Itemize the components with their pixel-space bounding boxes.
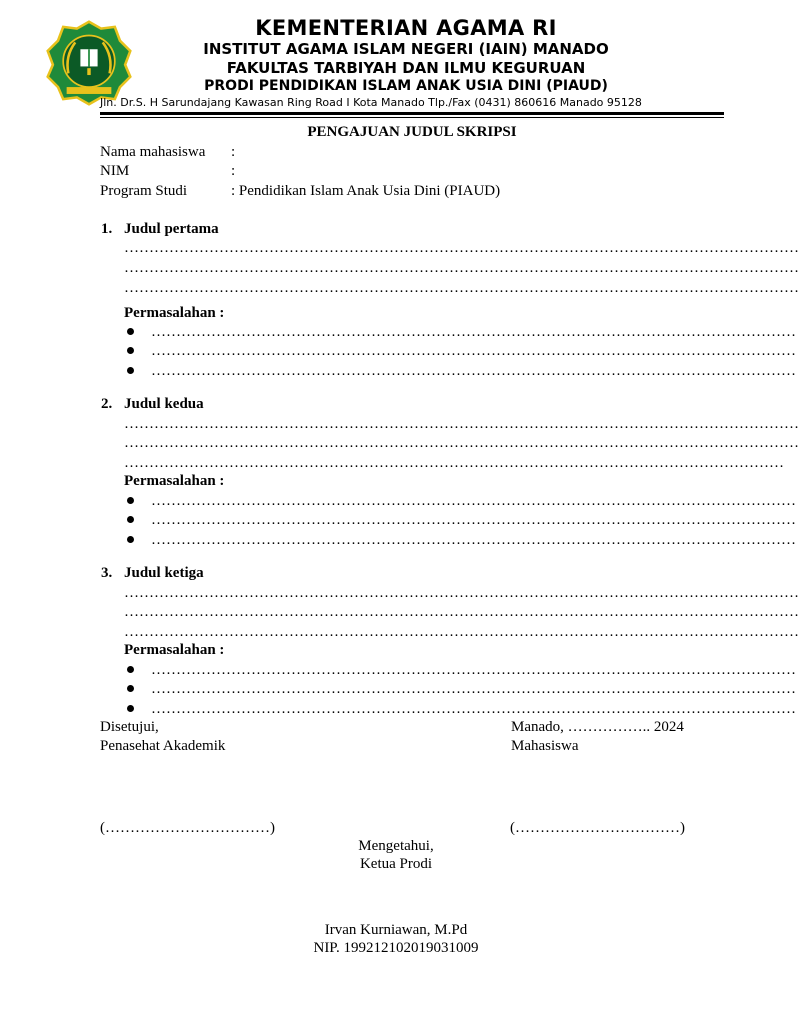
header-divider-thick <box>100 112 724 115</box>
bullet-icon <box>127 516 134 523</box>
field-label-program: Program Studi <box>100 183 188 199</box>
institute-title: INSTITUT AGAMA ISLAM NEGERI (IAIN) MANADO <box>203 40 609 58</box>
section-2-problem: ………………………………………………………………………………………………………………… <box>151 512 796 528</box>
bullet-icon <box>127 666 134 673</box>
faculty-title: FAKULTAS TARBIYAH DAN ILMU KEGURUAN <box>226 59 586 77</box>
advisor-signature-blank: (……………………………) <box>100 820 275 836</box>
bullet-icon <box>127 367 134 374</box>
section-3-problem: ………………………………………………………………………………………………………………… <box>151 701 796 717</box>
place-date: Manado, …………….. 2024 <box>511 719 684 735</box>
section-2-line: ……………………………………………………………………………………………………………………… <box>124 435 799 451</box>
institute-address: Jln. Dr.S. H Sarundajang Kawasan Ring Road I Kota Manado Tlp./Fax (0431) 860616 Manado 95128 <box>100 96 642 109</box>
section-1-problem: ………………………………………………………………………………………………………………… <box>151 363 796 379</box>
section-3-problem: ………………………………………………………………………………………………………………… <box>151 662 796 678</box>
section-1-number: 1. <box>101 221 113 237</box>
field-value-program: : Pendidikan Islam Anak Usia Dini (PIAUD) <box>231 183 501 199</box>
student-label: Mahasiswa <box>511 738 579 754</box>
ministry-title: KEMENTERIAN AGAMA RI <box>255 16 557 40</box>
section-3-title: Judul ketiga <box>124 565 204 581</box>
academic-advisor-label: Penasehat Akademik <box>100 738 226 754</box>
student-signature-blank: (……………………………) <box>510 820 685 836</box>
section-2-line: …………………………………………………………………………………………………………………… <box>124 455 784 471</box>
section-2-problem: ………………………………………………………………………………………………………………… <box>151 493 796 509</box>
iain-manado-logo-icon <box>46 20 132 106</box>
section-3-problem-label: Permasalahan : <box>124 642 225 658</box>
bullet-icon <box>127 685 134 692</box>
field-label-name: Nama mahasiswa <box>100 144 206 160</box>
section-3-line: ……………………………………………………………………………………………………………………… <box>124 624 799 640</box>
section-1-line: ……………………………………………………………………………………………………………………… <box>124 280 799 296</box>
section-1-problem: ………………………………………………………………………………………………………………… <box>151 324 796 340</box>
bullet-icon <box>127 705 134 712</box>
bullet-icon <box>127 497 134 504</box>
section-1-problem-label: Permasalahan : <box>124 305 225 321</box>
section-2-line: ……………………………………………………………………………………………………………………… <box>124 416 799 432</box>
field-label-nim: NIM <box>100 163 130 179</box>
section-3-line: ……………………………………………………………………………………………………………………… <box>124 585 799 601</box>
head-of-program-label: Ketua Prodi <box>359 856 433 872</box>
section-3-problem: ………………………………………………………………………………………………………………… <box>151 681 796 697</box>
head-of-program-name: Irvan Kurniawan, M.Pd <box>324 922 468 938</box>
approved-label: Disetujui, <box>100 719 159 735</box>
section-1-line: ……………………………………………………………………………………………………………………… <box>124 240 799 256</box>
header-divider-thin <box>100 117 724 118</box>
acknowledged-label: Mengetahui, <box>358 838 434 854</box>
bullet-icon <box>127 536 134 543</box>
program-title: PRODI PENDIDIKAN ISLAM ANAK USIA DINI (PIAUD) <box>204 78 608 94</box>
section-3-number: 3. <box>101 565 113 581</box>
section-2-title: Judul kedua <box>124 396 204 412</box>
bullet-icon <box>127 347 134 354</box>
section-1-line: ……………………………………………………………………………………………………………………… <box>124 260 799 276</box>
head-of-program-nip: NIP. 199212102019031009 <box>313 940 479 956</box>
form-title: PENGAJUAN JUDUL SKRIPSI <box>307 124 517 140</box>
section-2-number: 2. <box>101 396 113 412</box>
section-1-problem: ………………………………………………………………………………………………………………… <box>151 343 796 359</box>
bullet-icon <box>127 328 134 335</box>
section-3-line: ……………………………………………………………………………………………………………………… <box>124 604 799 620</box>
section-2-problem: ………………………………………………………………………………………………………………… <box>151 532 796 548</box>
field-value-nim: : <box>231 163 236 179</box>
section-2-problem-label: Permasalahan : <box>124 473 225 489</box>
field-value-name: : <box>231 144 236 160</box>
section-1-title: Judul pertama <box>124 221 219 237</box>
